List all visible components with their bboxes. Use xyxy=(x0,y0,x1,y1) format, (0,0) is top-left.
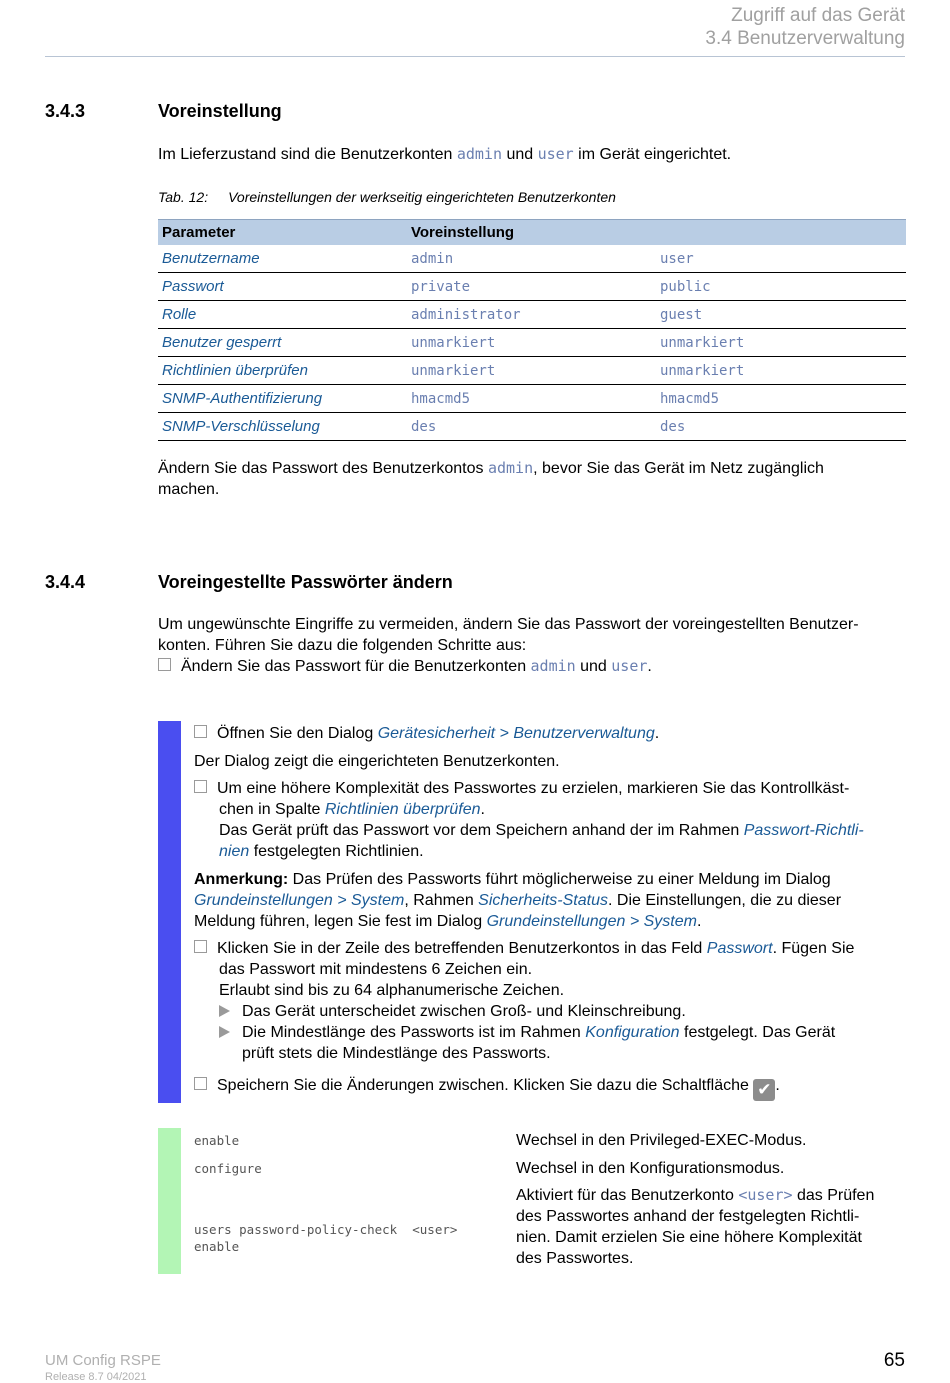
checkbox-icon xyxy=(158,658,171,671)
default-admin: des xyxy=(407,413,656,441)
checkmark-icon: ✔ xyxy=(753,1079,775,1101)
default-user: unmarkiert xyxy=(656,329,906,357)
page-number: 65 xyxy=(883,1350,905,1371)
header-chapter: Zugriff auf das Gerät xyxy=(731,5,905,26)
intro-text: und xyxy=(502,146,538,163)
cli-description: Wechsel in den Konfigurationsmodus. xyxy=(516,1160,785,1177)
note-text: Ändern Sie das Passwort des Benutzerkontos xyxy=(158,460,488,477)
section-title: Voreingestellte Passwörter ändern xyxy=(158,572,453,592)
param-name: Passwort xyxy=(158,273,407,301)
step-text: . xyxy=(647,658,652,675)
arrow-bullet-icon xyxy=(219,1026,230,1038)
header-section: 3.4 Benutzerverwaltung xyxy=(705,28,905,49)
step-text: . xyxy=(775,1077,780,1094)
code-user-param: <user> xyxy=(738,1186,793,1204)
col-header-default: Voreinstellung xyxy=(407,220,906,246)
note-text: Meldung führen, legen Sie fest im Dialog xyxy=(194,913,487,930)
section-number: 3.4.4 xyxy=(45,572,86,592)
default-admin: admin xyxy=(407,245,656,273)
cli-command-line: users password-policy-check <user> xyxy=(194,1222,458,1237)
param-name: SNMP-Authentifizierung xyxy=(158,385,407,413)
code-admin: admin xyxy=(456,145,502,163)
step-text: Öffnen Sie den Dialog xyxy=(217,725,378,742)
note-text: Das Prüfen des Passworts führt möglicherweise zu einer Meldung im Dialog xyxy=(288,871,831,888)
bullet-text: festgelegt. Das Gerät xyxy=(679,1024,836,1041)
code-user: user xyxy=(537,145,574,163)
default-user: guest xyxy=(656,301,906,329)
step-text: . xyxy=(480,801,485,818)
intro-text: konten. Führen Sie dazu die folgenden Schritte aus: xyxy=(158,637,527,654)
cli-command: enable xyxy=(194,1133,240,1148)
step-text: festgelegten Richtlinien. xyxy=(249,843,424,860)
param-name: Richtlinien überprüfen xyxy=(158,357,407,385)
cli-command: configure xyxy=(194,1161,262,1176)
code-admin: admin xyxy=(487,459,534,477)
gui-step-policy-check xyxy=(194,778,906,862)
desc-text: das Prüfen xyxy=(792,1187,875,1204)
param-name: Rolle xyxy=(158,301,407,329)
default-user: unmarkiert xyxy=(656,357,906,385)
gui-step-result: Der Dialog zeigt die eingerichteten Benutzerkonten. xyxy=(194,753,560,770)
header-divider xyxy=(45,56,905,57)
step-text: Erlaubt sind bis zu 64 alphanumerische Zeichen. xyxy=(219,982,565,999)
checkbox-icon xyxy=(194,1077,207,1090)
default-admin: hmacmd5 xyxy=(407,385,656,413)
table-row xyxy=(158,413,906,441)
footer-doc: UM Config RSPE xyxy=(45,1352,161,1369)
note-label: Anmerkung: xyxy=(194,871,289,888)
gui-step-open-dialog xyxy=(194,723,906,744)
step-text: Speichern Sie die Änderungen zwischen. Klicken Sie dazu die Schaltfläche xyxy=(217,1077,754,1094)
dialog-link: Gerätesicherheit > Benutzerverwaltung xyxy=(377,725,655,742)
frame-link: Sicherheits-Status xyxy=(478,892,608,909)
running-header xyxy=(705,4,905,50)
default-admin: unmarkiert xyxy=(407,329,656,357)
table-row xyxy=(158,385,906,413)
step-text: Das Gerät prüft das Passwort vor dem Speichern anhand der im Rahmen xyxy=(219,822,744,839)
caption-text: Voreinstellungen der werkseitig eingerichteten Benutzerkonten xyxy=(228,189,616,205)
section-title: Voreinstellung xyxy=(158,101,282,121)
section-number: 3.4.3 xyxy=(45,101,86,121)
step-text: Um eine höhere Komplexität des Passwortes zu erzielen, markieren Sie das Kontrollkäst- xyxy=(217,780,850,797)
step-text: und xyxy=(575,658,612,675)
note-text: , Rahmen xyxy=(404,892,479,909)
footer-release: Release 8.7 04/2021 xyxy=(45,1371,147,1383)
code-user: user xyxy=(611,657,648,675)
frame-link: Konfiguration xyxy=(585,1024,680,1041)
warning-paragraph xyxy=(158,458,908,500)
note-text: , bevor Sie das Gerät im Netz zugänglich xyxy=(533,460,824,477)
cli-block-marker xyxy=(158,1128,181,1274)
arrow-bullet-icon xyxy=(219,1005,230,1017)
default-admin: unmarkiert xyxy=(407,357,656,385)
step-text: Ändern Sie das Passwort für die Benutzerkonten xyxy=(181,658,531,675)
column-link: Richtlinien überprüfen xyxy=(324,801,481,818)
param-name: Benutzername xyxy=(158,245,407,273)
dialog-link: Grundeinstellungen > System xyxy=(194,892,405,909)
gui-block-marker xyxy=(158,721,181,1103)
cli-command-line: enable xyxy=(194,1239,240,1254)
gui-step-save xyxy=(194,1075,906,1101)
desc-text: Aktiviert für das Benutzerkonto xyxy=(516,1187,739,1204)
param-name: Benutzer gesperrt xyxy=(158,329,407,357)
code-admin: admin xyxy=(530,657,576,675)
note-text: . Die Einstellungen, die zu dieser xyxy=(608,892,842,909)
step-text: . Fügen Sie xyxy=(772,940,855,957)
desc-text: nien. Damit erzielen Sie eine höhere Komplexität xyxy=(516,1229,862,1246)
checkbox-icon xyxy=(194,940,207,953)
frame-link: Passwort-Richtli- xyxy=(743,822,864,839)
desc-text: des Passwortes. xyxy=(516,1250,634,1267)
cli-description: Wechsel in den Privileged-EXEC-Modus. xyxy=(516,1132,807,1149)
bullet-text: prüft stets die Mindestlänge des Passworts. xyxy=(242,1045,551,1062)
default-user: des xyxy=(656,413,906,441)
table-row xyxy=(158,329,906,357)
default-user: user xyxy=(656,245,906,273)
default-admin: administrator xyxy=(407,301,656,329)
checkbox-icon xyxy=(194,780,207,793)
caption-label: Tab. 12: xyxy=(158,189,209,205)
field-link: Passwort xyxy=(706,940,773,957)
table-row xyxy=(158,245,906,273)
default-admin: private xyxy=(407,273,656,301)
gui-step-password xyxy=(194,938,906,1064)
bullet-text: Das Gerät unterscheidet zwischen Groß- und Kleinschreibung. xyxy=(242,1003,686,1020)
step-text: das Passwort mit mindestens 6 Zeichen ein. xyxy=(219,961,533,978)
default-user: hmacmd5 xyxy=(656,385,906,413)
defaults-table xyxy=(158,219,906,441)
intro-text: Im Lieferzustand sind die Benutzerkonten xyxy=(158,146,457,163)
note-text: . xyxy=(696,913,702,930)
gui-note xyxy=(194,869,906,932)
step-text: Klicken Sie in der Zeile des betreffenden Benutzerkontos in das Feld xyxy=(217,940,707,957)
intro-text: im Gerät eingerichtet. xyxy=(573,146,732,163)
intro-text: Um ungewünschte Eingriffe zu vermeiden, ändern Sie das Passwort der voreingestellten Benutzer- xyxy=(158,616,859,633)
table-header-row xyxy=(158,220,906,246)
cli-description xyxy=(516,1185,906,1269)
bullet-text: Die Mindestlänge des Passworts ist im Rahmen xyxy=(242,1024,586,1041)
table-caption xyxy=(158,189,616,205)
intro-paragraph xyxy=(158,614,908,677)
step-text: chen in Spalte xyxy=(219,801,325,818)
default-user: public xyxy=(656,273,906,301)
param-name: SNMP-Verschlüsselung xyxy=(158,413,407,441)
cli-command xyxy=(194,1187,457,1272)
col-header-parameter: Parameter xyxy=(158,220,407,246)
table-row xyxy=(158,301,906,329)
checkbox-icon xyxy=(194,725,207,738)
intro-paragraph xyxy=(158,144,908,165)
table-row xyxy=(158,273,906,301)
step-text: . xyxy=(654,725,660,742)
desc-text: des Passwortes anhand der festgelegten Richtli- xyxy=(516,1208,860,1225)
dialog-link: Grundeinstellungen > System xyxy=(486,913,697,930)
frame-link: nien xyxy=(219,843,250,860)
note-text: machen. xyxy=(158,481,220,498)
table-row xyxy=(158,357,906,385)
